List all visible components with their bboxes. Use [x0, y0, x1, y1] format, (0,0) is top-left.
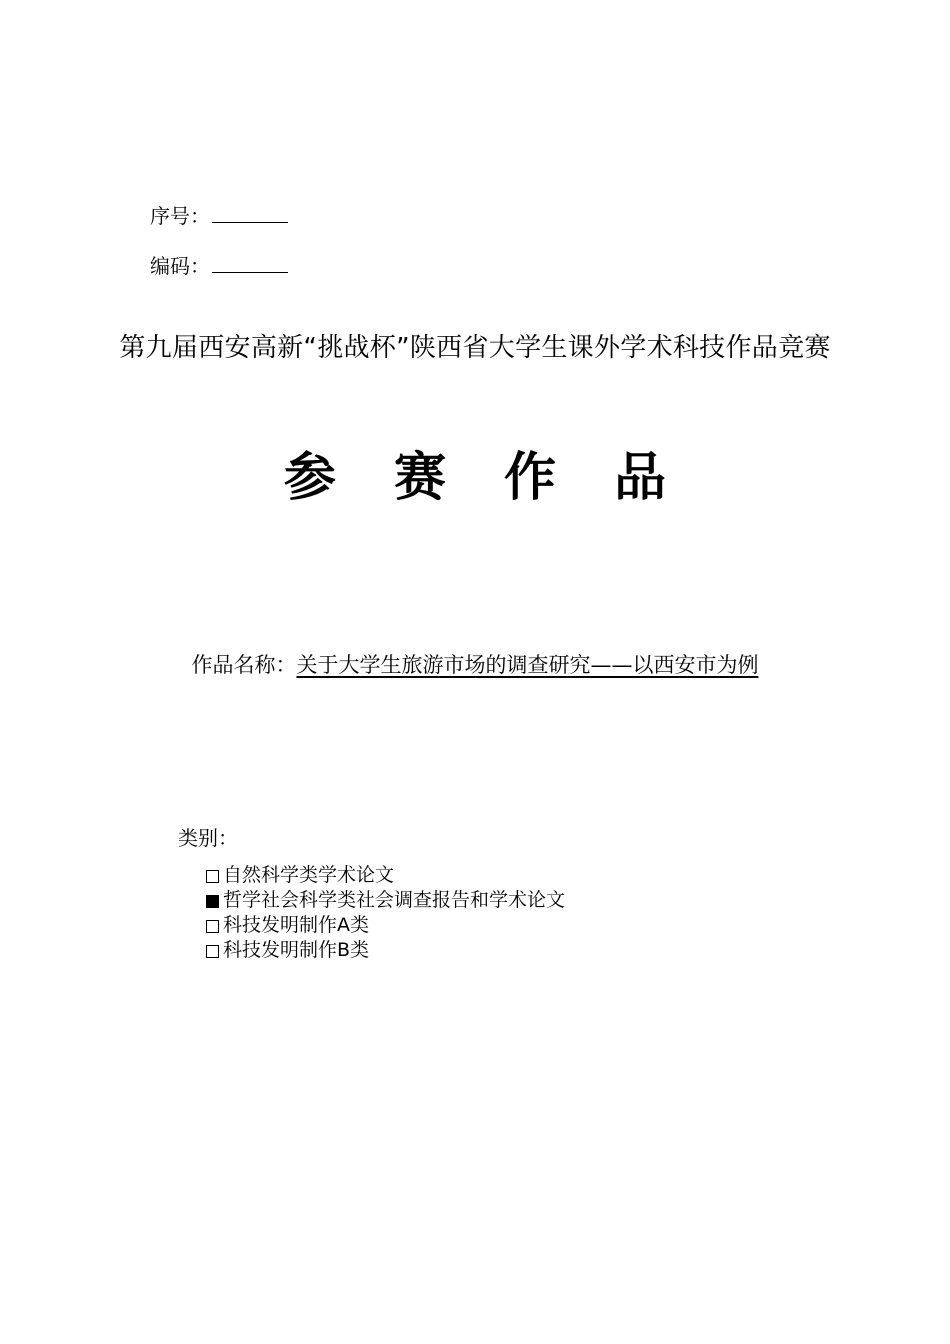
serial-number-label: 序号：	[150, 204, 210, 228]
work-name-row	[80, 650, 870, 680]
work-name-label: 作品名称：	[191, 653, 297, 677]
competition-title: 第九届西安高新“挑战杯”陕西省大学生课外学术科技作品竞赛	[119, 333, 831, 363]
checkbox-icon[interactable]	[206, 870, 219, 883]
serial-number-blank[interactable]	[212, 204, 288, 223]
category-item-invention-b[interactable]	[206, 938, 565, 963]
checked-checkbox-icon[interactable]	[206, 895, 219, 908]
code-blank[interactable]	[212, 254, 288, 273]
code-field	[150, 254, 288, 278]
category-item-natural-science[interactable]	[206, 863, 565, 888]
category-item-label: 自然科学类学术论文	[223, 864, 395, 886]
category-item-social-science[interactable]	[206, 888, 565, 913]
category-label: 类别：	[178, 826, 238, 850]
category-list	[206, 863, 565, 963]
category-item-label: 哲学社会科学类社会调查报告和学术论文	[223, 889, 566, 911]
main-title: 参 赛 作 品	[283, 448, 687, 508]
serial-number-field	[150, 204, 288, 228]
work-name-value: 关于大学生旅游市场的调查研究——以西安市为例	[296, 653, 759, 677]
checkbox-icon[interactable]	[206, 920, 219, 933]
category-item-label: 科技发明制作B类	[223, 939, 370, 961]
code-label: 编码：	[150, 254, 210, 278]
checkbox-icon[interactable]	[206, 945, 219, 958]
category-item-label: 科技发明制作A类	[223, 914, 369, 936]
category-item-invention-a[interactable]	[206, 913, 565, 938]
